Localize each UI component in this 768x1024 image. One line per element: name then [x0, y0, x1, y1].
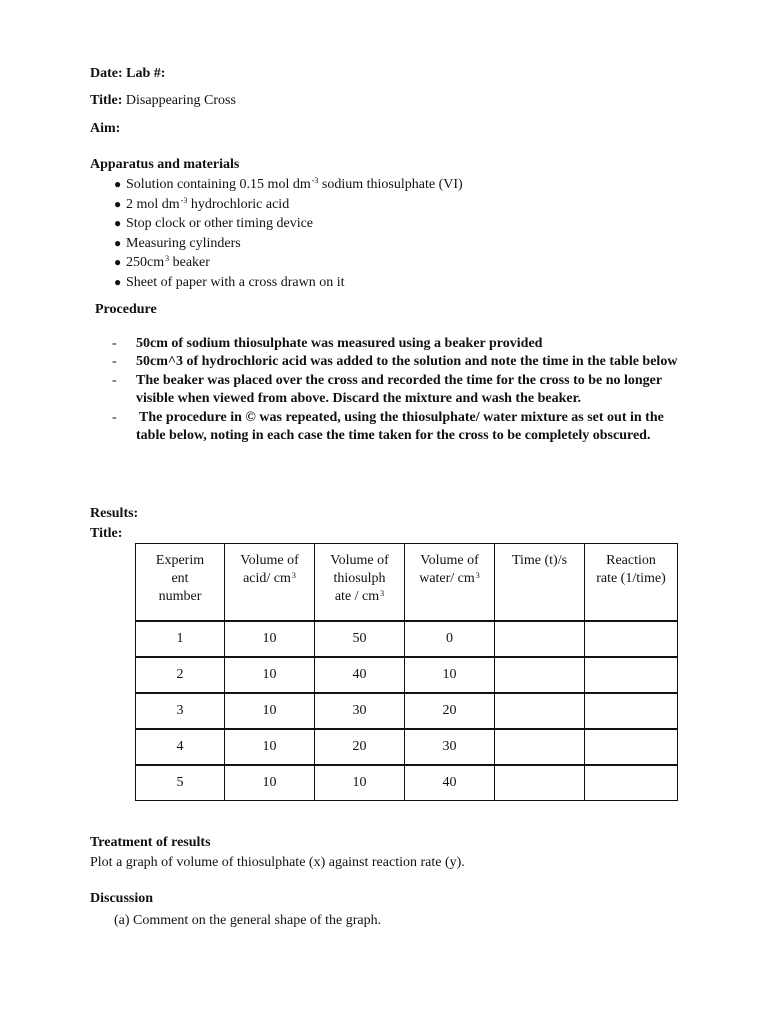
table-cell: 10 [315, 765, 405, 801]
apparatus-item-text: 2 mol dm [126, 196, 180, 212]
column-header-line [315, 552, 404, 570]
apparatus-item-text: Measuring cylinders [126, 235, 241, 251]
column-header-text: rate (1/time) [596, 571, 666, 586]
table-cell [585, 657, 678, 693]
procedure-step [112, 353, 692, 371]
apparatus-item [114, 234, 463, 254]
procedure-heading: Procedure [95, 302, 157, 317]
apparatus-item [114, 175, 463, 195]
aim-label: Aim: [90, 121, 121, 136]
procedure-step [112, 335, 692, 353]
table-cell [495, 657, 585, 693]
table-cell [495, 621, 585, 657]
column-header [315, 544, 405, 622]
table-cell: 30 [315, 693, 405, 729]
column-header-line [405, 552, 494, 570]
bullet-icon: ● [114, 216, 122, 231]
column-header-text: water/ cm [419, 571, 475, 586]
apparatus-item [114, 273, 463, 293]
discussion-heading: Discussion [90, 891, 154, 906]
table-row [136, 729, 678, 765]
column-header-text: Reaction [606, 553, 656, 568]
table-cell: 30 [405, 729, 495, 765]
bullet-icon: ● [114, 177, 122, 191]
title-value: Disappearing Cross [125, 93, 236, 108]
table-cell [585, 765, 678, 801]
column-header-text: Volume of [240, 553, 299, 568]
column-header-line [585, 552, 677, 570]
column-header-line [315, 570, 404, 588]
column-header [225, 544, 315, 622]
dash-marker: - [112, 354, 117, 370]
results-title-label: Title: [90, 526, 123, 541]
table-row [136, 621, 678, 657]
table-cell: 1 [136, 621, 225, 657]
apparatus-item-text: Sheet of paper with a cross drawn on it [126, 274, 345, 290]
bullet-icon: ● [114, 235, 122, 250]
dash-marker: - [112, 336, 117, 351]
superscript: -3 [180, 195, 188, 205]
dash-marker: - [112, 372, 117, 388]
table-cell [585, 693, 678, 729]
apparatus-item [114, 214, 463, 234]
table-row [136, 693, 678, 729]
column-header [136, 544, 225, 622]
table-cell: 20 [315, 729, 405, 765]
column-header-text: Experim [155, 553, 205, 568]
treatment-heading: Treatment of results [90, 835, 211, 850]
bullet-icon: ● [114, 274, 122, 289]
table-body [136, 621, 678, 801]
apparatus-item-text-after: sodium thiosulphate (VI) [318, 177, 463, 192]
column-header-line [225, 570, 314, 588]
superscript: 3 [291, 571, 296, 580]
table-row [136, 657, 678, 693]
procedure-step [112, 409, 692, 446]
column-header-text: acid/ cm [243, 571, 291, 586]
table-header-row [136, 544, 678, 622]
apparatus-item-text: Solution containing 0.15 mol dm [126, 177, 311, 192]
table-cell: 50 [315, 621, 405, 657]
column-header-line [495, 552, 584, 570]
bullet-icon: ● [114, 255, 122, 270]
table-cell: 0 [405, 621, 495, 657]
table-cell [585, 729, 678, 765]
table-row [136, 765, 678, 801]
apparatus-item-text-after: beaker [169, 255, 210, 271]
superscript: 3 [475, 571, 480, 580]
discussion-item-a: (a) Comment on the general shape of the graph. [114, 913, 382, 928]
results-heading: Results: [90, 506, 139, 521]
table-cell: 2 [136, 657, 225, 693]
apparatus-item [114, 253, 463, 273]
title-label: Title: [90, 93, 123, 108]
column-header-text: ate / cm [334, 589, 380, 604]
procedure-step-text: The procedure in © was repeated, using the thiosulphate/ water mixture as set out in the table below, noting in each case the time taken for the cross to be completely obscured. [136, 409, 664, 444]
column-header-line [405, 570, 494, 588]
table-cell [585, 621, 678, 657]
column-header-text: ent [171, 571, 189, 586]
table-cell: 10 [225, 729, 315, 765]
table-cell: 10 [405, 657, 495, 693]
table-cell [495, 729, 585, 765]
table-cell: 40 [405, 765, 495, 801]
column-header-line [315, 588, 404, 606]
table-cell: 10 [225, 765, 315, 801]
procedure-step-text: 50cm of sodium thiosulphate was measured using a beaker provided [136, 336, 543, 351]
procedure-list [112, 335, 692, 445]
table-cell [495, 765, 585, 801]
apparatus-item [114, 195, 463, 215]
column-header-line [585, 570, 677, 588]
column-header [585, 544, 678, 622]
table-cell: 20 [405, 693, 495, 729]
apparatus-item-text: Stop clock or other timing device [126, 216, 314, 232]
procedure-step-text: 50cm^3 of hydrochloric acid was added to the solution and note the time in the table below [136, 354, 678, 370]
table-cell: 3 [136, 693, 225, 729]
treatment-text: Plot a graph of volume of thiosulphate (x) against reaction rate (y). [90, 855, 465, 870]
column-header-text: thiosulph [333, 571, 386, 586]
column-header [405, 544, 495, 622]
procedure-step-text: The beaker was placed over the cross and recorded the time for the cross to be no longer visible when viewed from above. Discard the mixture and wash the beaker. [136, 372, 662, 407]
apparatus-heading: Apparatus and materials [90, 157, 240, 172]
apparatus-list [114, 175, 463, 293]
column-header-text: Volume of [420, 553, 479, 568]
column-header-line [225, 552, 314, 570]
table-cell: 40 [315, 657, 405, 693]
results-table [135, 543, 678, 801]
column-header-text: number [158, 589, 202, 604]
table-cell: 5 [136, 765, 225, 801]
superscript: 3 [165, 254, 170, 264]
column-header [495, 544, 585, 622]
dash-marker: - [112, 409, 117, 425]
apparatus-item-text-after: hydrochloric acid [187, 196, 290, 212]
table-cell: 10 [225, 621, 315, 657]
table-cell: 10 [225, 657, 315, 693]
date-lab-label: Date: Lab #: [90, 66, 166, 81]
column-header-text: Volume of [330, 553, 389, 568]
superscript: -3 [311, 176, 319, 185]
bullet-icon: ● [114, 196, 122, 211]
column-header-line [136, 588, 224, 606]
column-header-line [136, 570, 224, 588]
table-cell [495, 693, 585, 729]
procedure-step [112, 372, 692, 409]
superscript: 3 [380, 589, 385, 598]
apparatus-item-text: 250cm [126, 255, 165, 271]
table-cell: 4 [136, 729, 225, 765]
table-cell: 10 [225, 693, 315, 729]
title-line [90, 92, 236, 110]
column-header-text: Time (t)/s [511, 553, 568, 568]
column-header-line [136, 552, 224, 570]
